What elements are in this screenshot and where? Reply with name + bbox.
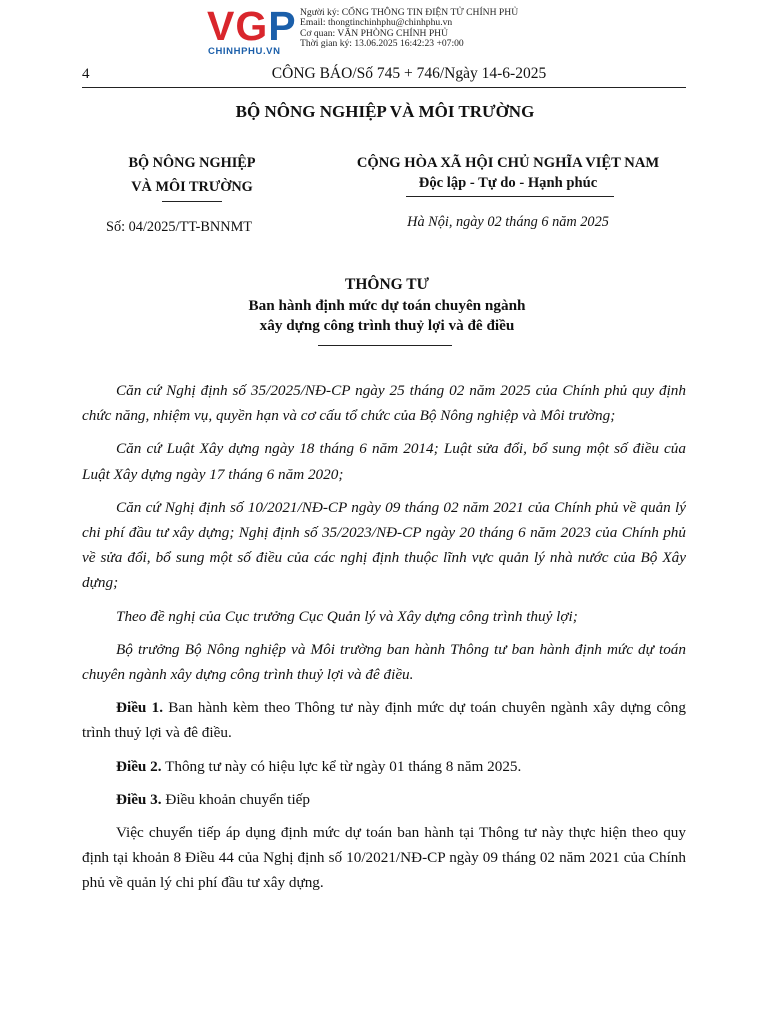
- place-date: Hà Nội, ngày 02 tháng 6 năm 2025: [407, 214, 609, 230]
- preamble-paragraph: Căn cứ Nghị định số 35/2025/NĐ-CP ngày 25 tháng 02 năm 2025 của Chính phủ quy định chức năng, nhiệm vụ, quyền hạn và cơ cấu tổ chức của Bộ Nông nghiệp và Môi trường;: [82, 382, 686, 425]
- document-body: [82, 378, 686, 904]
- transition-paragraph: Việc chuyển tiếp áp dụng định mức dự toán ban hành tại Thông tư này thực hiện theo quy định tại khoản 8 Điều 44 của Nghị định số 10/2021/NĐ-CP ngày 09 tháng 02 năm 2021 của Chính phủ về quản lý chi phí đầu tư xây dựng.: [82, 824, 686, 892]
- gazette-title: CÔNG BÁO/Số 745 + 746/Ngày 14-6-2025: [271, 65, 547, 82]
- vgp-logo-letters: VGP: [207, 3, 297, 49]
- national-title: CỘNG HÒA XÃ HỘI CHỦ NGHĨA VIỆT NAM: [356, 155, 660, 171]
- preamble-paragraph: Căn cứ Luật Xây dựng ngày 18 tháng 6 năm 2014; Luật sửa đổi, bổ sung một số điều của Luật Xây dựng ngày 17 tháng 6 năm 2020;: [82, 440, 686, 483]
- signature-time: Thời gian ký: 13.06.2025 16:42:23 +07:00: [300, 38, 464, 50]
- vgp-logo-subtext: CHINHPHU.VN: [208, 46, 281, 57]
- signature-email: Email: thongtinchinhphu@chinhphu.vn: [300, 17, 453, 29]
- ministry-banner: BỘ NÔNG NGHIỆP VÀ MÔI TRƯỜNG: [235, 102, 535, 121]
- org-underline: [162, 201, 222, 202]
- article-2-label: Điều 2.: [116, 757, 162, 775]
- preamble-paragraph: Bộ trưởng Bộ Nông nghiệp và Môi trường ban hành Thông tư ban hành định mức dự toán chuyên ngành xây dựng công trình thuỷ lợi và đê điều.: [82, 640, 686, 684]
- motto-underline: [406, 196, 614, 197]
- article-2-text: Thông tư này có hiệu lực kể từ ngày 01 tháng 8 năm 2025.: [161, 757, 522, 775]
- title-underline: [318, 345, 452, 346]
- issuing-org-line2: VÀ MÔI TRƯỜNG: [131, 179, 253, 195]
- document-type: THÔNG TƯ: [345, 276, 429, 293]
- article-1-text: Ban hành kèm theo Thông tư này định mức dự toán chuyên ngành xây dựng công trình thuỷ lợi và đê điều.: [82, 699, 686, 742]
- document-number: Số: 04/2025/TT-BNNMT: [106, 219, 253, 235]
- page-number: 4: [82, 66, 90, 82]
- preamble-paragraph: Căn cứ Nghị định số 10/2021/NĐ-CP ngày 09 tháng 02 năm 2021 của Chính phủ về quản lý chi phí đầu tư xây dựng; Nghị định số 35/2023/NĐ-CP ngày 20 tháng 6 năm 2023 của Chính phủ về sửa đổi, bổ sung một số điều của các nghị định thuộc lĩnh vực quản lý nhà nước của Bộ Xây dựng;: [82, 498, 686, 592]
- article-1: [82, 695, 686, 745]
- article-3-label: Điều 3.: [116, 790, 162, 808]
- article-3: [82, 787, 686, 812]
- vgp-logo: [207, 3, 303, 57]
- issuing-org-line1: BỘ NÔNG NGHIỆP: [128, 155, 256, 171]
- signature-agency: Cơ quan: VĂN PHÒNG CHÍNH PHỦ: [300, 27, 449, 39]
- document-subject-line2: xây dựng công trình thuỷ lợi và đê điều: [259, 317, 515, 334]
- document-subject-line1: Ban hành định mức dự toán chuyên ngành: [248, 297, 526, 314]
- article-3-text: Điều khoản chuyển tiếp: [161, 790, 311, 808]
- article-1-label: Điều 1.: [116, 699, 163, 717]
- signature-block: [300, 8, 518, 50]
- header-rule: [82, 87, 686, 88]
- preamble-paragraph: Theo đề nghị của Cục trưởng Cục Quản lý và Xây dựng công trình thuỷ lợi;: [116, 607, 578, 625]
- national-motto: Độc lập - Tự do - Hạnh phúc: [418, 175, 598, 191]
- signature-signer: Người ký: CỔNG THÔNG TIN ĐIỆN TỬ CHÍNH PHỦ: [300, 7, 519, 18]
- article-2: [82, 754, 686, 779]
